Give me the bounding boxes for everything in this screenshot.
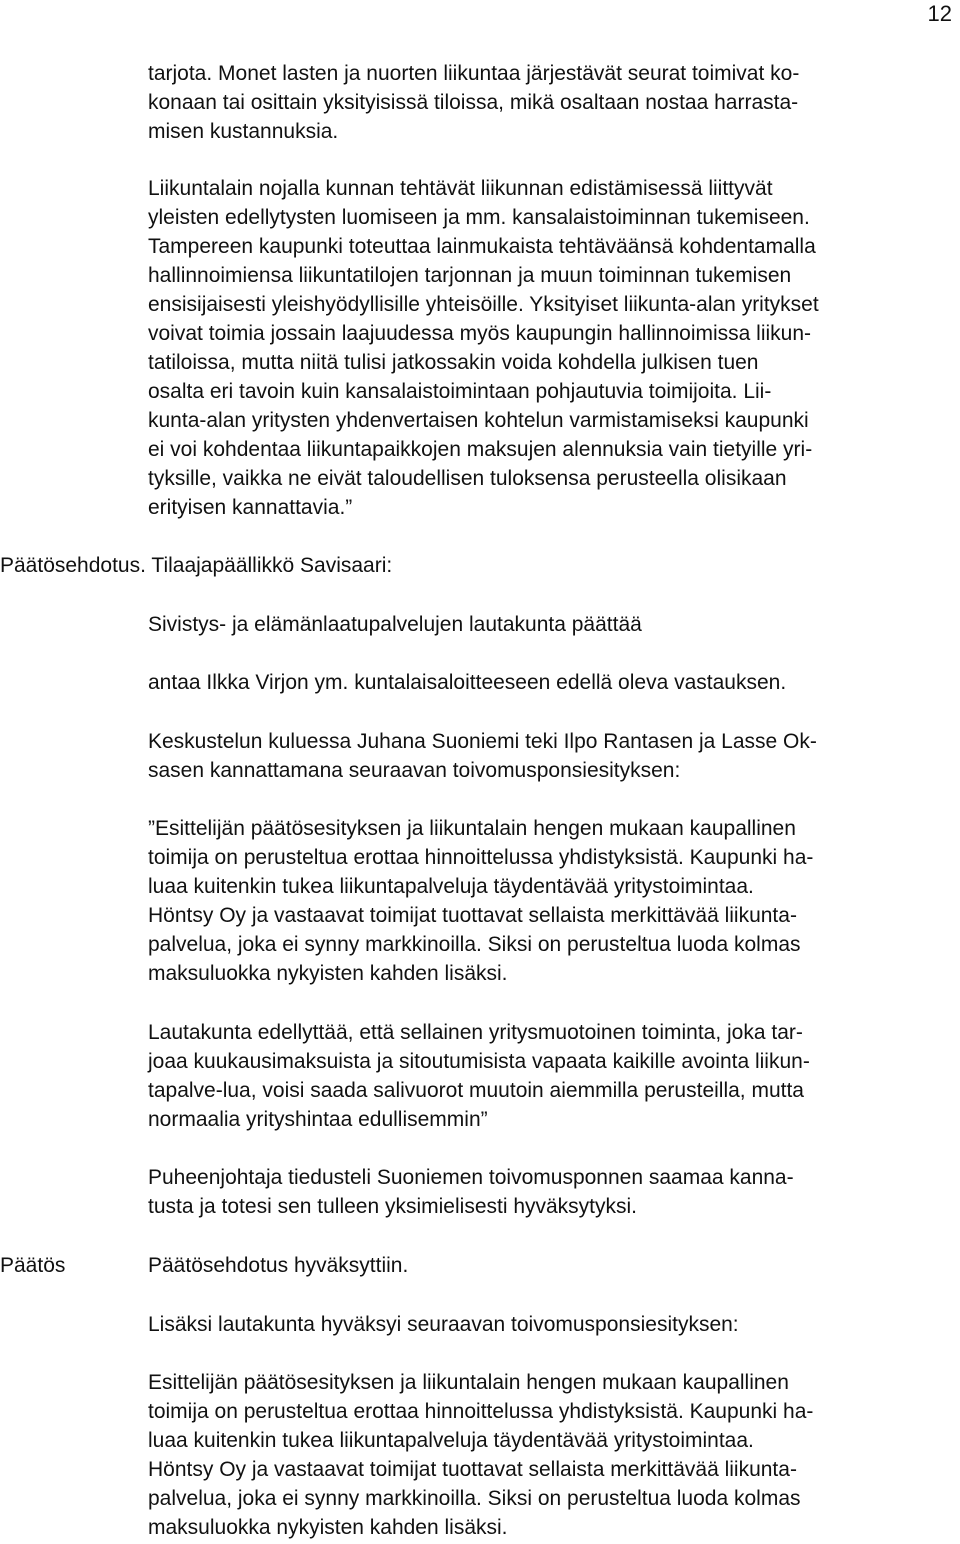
text-line: Lautakunta edellyttää, että sellainen yritysmuotoinen toiminta, joka tar- — [148, 1021, 803, 1044]
text-line: palvelua, joka ei synny markkinoilla. Siksi on perusteltua luoda kolmas — [148, 1487, 801, 1510]
text-line: misen kustannuksia. — [148, 120, 339, 143]
text-line: konaan tai osittain yksityisissä tiloissa, mikä osaltaan nostaa harrasta- — [148, 91, 799, 114]
text-line: Liikuntalain nojalla kunnan tehtävät liikunnan edistämisessä liittyvät — [148, 177, 773, 200]
text-line: hallinnoimiensa liikuntatilojen tarjonnan ja muun toiminnan tukemisen — [148, 264, 792, 287]
paragraph-background-end — [148, 59, 948, 146]
text-line: voivat toimia jossain laajuudessa myös kaupungin hallinnoimissa liikun- — [148, 322, 812, 345]
text-line: palvelua, joka ei synny markkinoilla. Siksi on perusteltua luoda kolmas — [148, 933, 801, 956]
text-line: normaalia yrityshintaa edullisemmin” — [148, 1108, 488, 1131]
text-line: sasen kannattamana seuraavan toivomusponsiesityksen: — [148, 759, 681, 782]
text-line: Päätösehdotus hyväksyttiin. — [148, 1254, 409, 1277]
text-line: Sivistys- ja elämänlaatupalvelujen lautakunta päättää — [148, 613, 642, 636]
text-line: Puheenjohtaja tiedusteli Suoniemen toivomusponnen saamaa kanna- — [148, 1166, 794, 1189]
text-line: tusta ja totesi sen tulleen yksimielisesti hyväksytyksi. — [148, 1195, 638, 1218]
text-line: tapalve-lua, voisi saada salivuorot muutoin aiemmilla perusteilla, mutta — [148, 1079, 804, 1102]
text-line: kunta-alan yritysten yhdenvertaisen kohtelun varmistamiseksi kaupunki — [148, 409, 809, 432]
text-line: Tampereen kaupunki toteuttaa lainmukaista tehtäväänsä kohdentamalla — [148, 235, 816, 258]
text-line: Höntsy Oy ja vastaavat toimijat tuottavat sellaista merkittävää liikunta- — [148, 1458, 797, 1481]
page-number: 12 — [927, 1, 952, 26]
text-line: ”Esittelijän päätösesityksen ja liikuntalain hengen mukaan kaupallinen — [148, 817, 796, 840]
text-line: erityisen kannattavia.” — [148, 496, 353, 519]
text-line: toimija on perusteltua erottaa hinnoittelussa yhdistyksistä. Kaupunki ha- — [148, 1400, 814, 1423]
paragraph-proposal-accepted — [148, 1251, 948, 1280]
paragraph-give-answer — [148, 668, 948, 697]
text-line: Höntsy Oy ja vastaavat toimijat tuottavat sellaista merkittävää liikunta- — [148, 904, 797, 927]
paragraph-discussion — [148, 727, 948, 785]
paragraph-committee-decides — [148, 610, 948, 639]
text-line: tarjota. Monet lasten ja nuorten liikuntaa järjestävät seurat toimivat ko- — [148, 62, 800, 85]
paragraph-committee-requires — [148, 1018, 948, 1134]
text-line: tatiloissa, mutta niitä tulisi jatkossakin voida kohdella julkisen tuen — [148, 351, 759, 374]
text-line: tyksille, vaikka ne eivät taloudellisen tuloksensa perusteella olisikaan — [148, 467, 787, 490]
text-line: toimija on perusteltua erottaa hinnoittelussa yhdistyksistä. Kaupunki ha- — [148, 846, 814, 869]
text-line: yleisten edellytysten luomiseen ja mm. kansalaistoiminnan tukemiseen. — [148, 206, 810, 229]
text-line: Esittelijän päätösesityksen ja liikuntalain hengen mukaan kaupallinen — [148, 1371, 789, 1394]
text-line: luaa kuitenkin tukea liikuntapalveluja täydentävää yritystoimintaa. — [148, 875, 754, 898]
proposal-heading: Päätösehdotus. Tilaajapäällikkö Savisaari: — [0, 554, 393, 577]
text-line: Lisäksi lautakunta hyväksyi seuraavan toivomusponsiesityksen: — [148, 1313, 739, 1336]
text-line: joaa kuukausimaksuista ja sitoutumisista vapaata kaikille avointa liikun- — [148, 1050, 810, 1073]
text-line: osalta eri tavoin kuin kansalaistoimintaan pohjautuvia toimijoita. Lii- — [148, 380, 772, 403]
paragraph-approved-motion — [148, 1368, 948, 1542]
paragraph-sports-law — [148, 174, 948, 522]
text-line: ei voi kohdentaa liikuntapaikkojen maksujen alennuksia vain tietyille yri- — [148, 438, 813, 461]
text-line: ensisijaisesti yleishyödyllisille yhteisöille. Yksityiset liikunta-alan yritykset — [148, 293, 819, 316]
paragraph-chair-inquiry — [148, 1163, 948, 1221]
text-line: antaa Ilkka Virjon ym. kuntalaisaloitteeseen edellä oleva vastauksen. — [148, 671, 787, 694]
text-line: Keskustelun kuluessa Juhana Suoniemi teki Ilpo Rantasen ja Lasse Ok- — [148, 730, 817, 753]
text-line: maksuluokka nykyisten kahden lisäksi. — [148, 962, 508, 985]
paragraph-additional-motion — [148, 1310, 948, 1339]
text-line: luaa kuitenkin tukea liikuntapalveluja täydentävää yritystoimintaa. — [148, 1429, 754, 1452]
text-line: maksuluokka nykyisten kahden lisäksi. — [148, 1516, 508, 1539]
paragraph-quoted-motion — [148, 814, 948, 988]
decision-heading: Päätös — [0, 1254, 66, 1277]
